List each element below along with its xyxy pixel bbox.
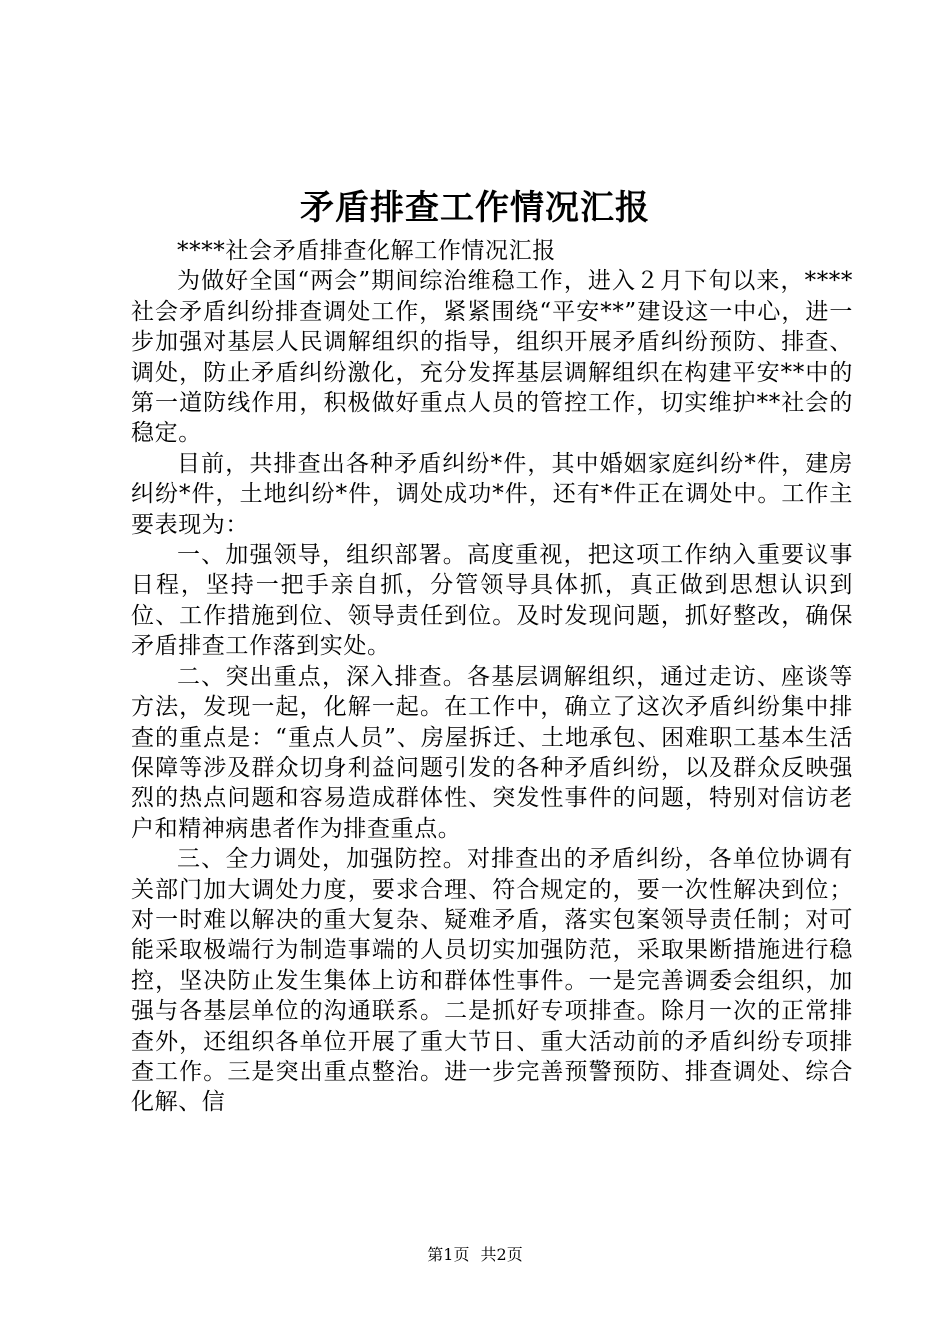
- intro-paragraph: 为做好全国“两会”期间综治维稳工作，进入２月下旬以来，****社会矛盾纠纷排查调处工作，紧紧围绕“平安**”建设这一中心，进一步加强对基层人民调解组织的指导，组织开展矛盾纠纷预防、排查、调处，防止矛盾纠纷激化，充分发挥基层调解组织在构建平安**中的第一道防线作用，积极做好重点人员的管控工作，切实维护**社会的稳定。: [131, 268, 853, 447]
- document-title: 矛盾排查工作情况汇报: [300, 188, 650, 228]
- section-three-paragraph: 三、全力调处，加强防控。对排查出的矛盾纠纷，各单位协调有关部门加大调处力度，要求合理、符合规定的，要一次性解决到位；对一时难以解决的重大复杂、疑难矛盾，落实包案领导责任制；对可能采取极端行为制造事端的人员切实加强防范，采取果断措施进行稳控，坚决防止发生集体上访和群体性事件。一是完善调委会组织，加强与各基层单位的沟通联系。二是抓好专项排查。除月一次的正常排查外，还组织各单位开展了重大节日、重大活动前的矛盾纠纷专项排查工作。三是突出重点整治。进一步完善预警预防、排查调处、综合化解、信: [131, 846, 853, 1116]
- status-paragraph: 目前，共排查出各种矛盾纠纷*件，其中婚姻家庭纠纷*件，建房纠纷*件，土地纠纷*件，调处成功*件，还有*件正在调处中。工作主要表现为：: [131, 450, 853, 538]
- subtitle-paragraph: ****社会矛盾排查化解工作情况汇报: [177, 238, 556, 264]
- page-total: 共2页: [480, 1245, 523, 1264]
- page-footer: [0, 1244, 950, 1266]
- section-two-paragraph: 二、突出重点，深入排查。各基层调解组织，通过走访、座谈等方法，发现一起，化解一起。在工作中，确立了这次矛盾纠纷集中排查的重点是：“重点人员”、房屋拆迁、土地承包、困难职工基本生活保障等涉及群众切身利益问题引发的各种矛盾纠纷，以及群众反映强烈的热点问题和容易造成群体性、突发性事件的问题，特别对信访老户和精神病患者作为排查重点。: [131, 663, 853, 842]
- document-body: [131, 236, 853, 1118]
- page-number: 第1页: [427, 1245, 470, 1264]
- section-one-paragraph: 一、加强领导，组织部署。高度重视，把这项工作纳入重要议事日程，坚持一把手亲自抓，分管领导具体抓，真正做到思想认识到位、工作措施到位、领导责任到位。及时发现问题，抓好整改，确保矛盾排查工作落到实处。: [131, 542, 853, 660]
